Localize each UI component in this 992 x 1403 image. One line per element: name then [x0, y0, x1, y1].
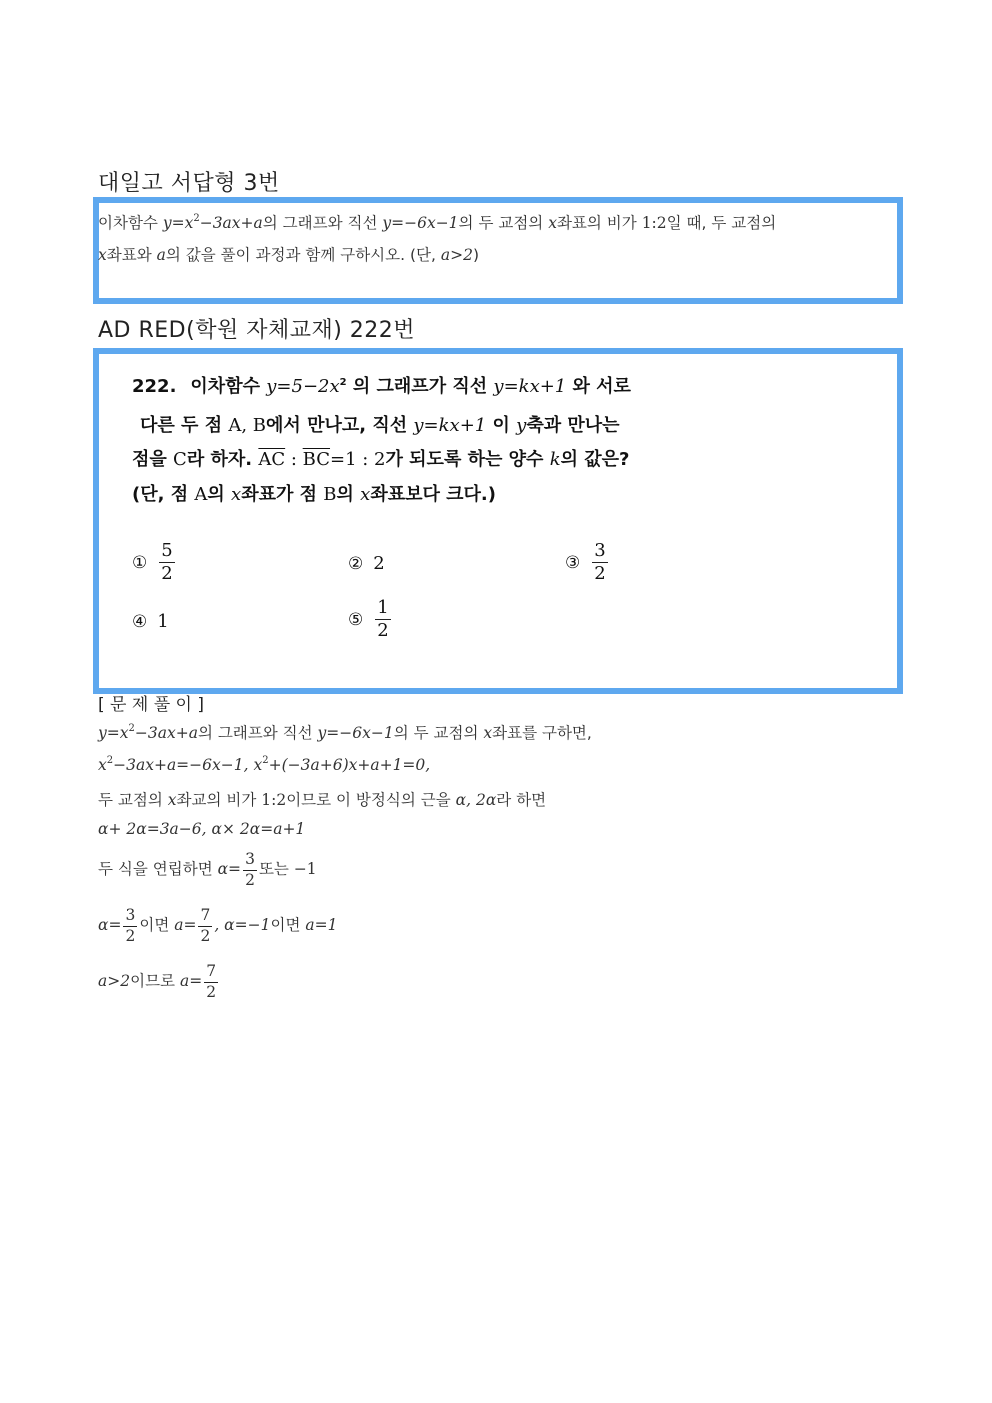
problem1-line1: 이차함수 $y=x^2-3ax+a$의 그래프와 직선 y=−6x−1의 두 교점의 x좌표의 비가 1:2일 때, 두 교점의 — [98, 213, 777, 232]
p2-l3-eq: =1 : 2 — [330, 449, 386, 470]
p2-l3e: 의 값은? — [560, 449, 630, 470]
choice-2[interactable] — [348, 553, 385, 574]
p2-l4c: 좌표가 점 — [241, 484, 324, 505]
p1-text-a: 이차함수 — [98, 214, 163, 232]
solution-line3: 두 교점의 x좌교의 비가 1:2이므로 이 방정식의 근을 α, 2α라 하면 — [98, 791, 547, 809]
p1-x2: x — [98, 246, 107, 264]
p1-text-d: 좌표의 비가 — [556, 214, 642, 232]
p1-eq1c: −3ax+a — [199, 214, 263, 232]
p2-l1b: 의 그래프가 직선 — [346, 376, 494, 397]
p2-l1a: 이차함수 — [190, 376, 267, 397]
solution-heading: [ 문 제 풀 이 ] — [98, 695, 204, 715]
problem-number: 222. — [132, 376, 177, 397]
p1-eq1a: y — [162, 214, 172, 232]
p2-l4-x2: x — [360, 484, 371, 505]
choice-4[interactable] — [132, 611, 169, 632]
problem2-line2 — [140, 411, 620, 437]
p2-l4-A: A — [194, 484, 208, 505]
p1-eq1b: =x — [171, 214, 194, 232]
solution-line5: 두 식을 연립하면 α= $\frac{3}{2}$ 또는 −1 — [98, 850, 317, 889]
problem2-line3 — [132, 445, 629, 471]
p2-l4-x: x — [231, 484, 242, 505]
p1-cond: a>2 — [440, 246, 473, 264]
p2-l2b: 에서 만나고, 직선 — [266, 415, 414, 436]
problem2-line4 — [132, 480, 496, 506]
p2-l3-k: k — [549, 449, 561, 470]
choice-mark-3: ③ — [565, 552, 581, 573]
choice-1[interactable]: ① $\frac{5}{2}$ — [132, 540, 173, 584]
p2-l3b: 라 하자. — [186, 449, 259, 470]
p1-text-e: 일 때, 두 교점의 — [666, 214, 777, 232]
p1-text-f: 좌표와 — [106, 246, 157, 264]
p2-l3-ac: $\overline{AC}$ — [258, 449, 286, 470]
solution-line1: $y=x^2-3ax+a$의 그래프와 직선 y=−6x−1의 두 교점의 x좌표를 구하면, — [98, 723, 592, 742]
p2-l4a: (단, 점 — [132, 484, 195, 505]
p2-l4b: 의 — [207, 484, 232, 505]
p2-l2-pts: A, B — [228, 415, 267, 436]
solution-line7: a>2이므로 a= $\frac{7}{2}$ — [98, 962, 217, 1001]
problem1-line2 — [98, 243, 479, 265]
p2-l3-c: C — [173, 449, 187, 470]
p2-l1c: 와 서로 — [566, 376, 631, 397]
choice-mark-4: ④ — [132, 612, 148, 632]
choice-mark-2: ② — [348, 554, 364, 574]
section1-heading: 대일고 서답형 3번 — [98, 171, 280, 196]
choice-5[interactable]: ⑤ $\frac{1}{2}$ — [348, 597, 389, 641]
choice-mark-1: ① — [132, 552, 148, 573]
solution-line2: $x^2-3ax+a=-6x-1$, $x^2+(-3a+6)x+a+1=0$, — [98, 755, 431, 774]
solution-line6: α= $\frac{3}{2}$ 이면 a= $\frac{7}{2}$ , α=−1이면 a=1 — [98, 906, 338, 945]
p2-l3-bc: $\overline{BC}$ — [302, 449, 331, 470]
p1-text-c: 의 두 교점의 — [458, 214, 549, 232]
solution-line4: α+ 2α=3a−6, α× 2α=a+1 — [98, 820, 306, 838]
p1-close: ) — [472, 246, 480, 264]
choice-value-2: 2 — [373, 553, 385, 574]
p2-l2-y: y — [516, 415, 527, 436]
p2-l4-B: B — [323, 484, 337, 505]
p1-text-g: 의 값을 풀이 과정과 함께 구하시오. (단, — [165, 246, 441, 264]
p2-l3d: 가 되도록 하는 양수 — [385, 449, 550, 470]
p2-l1-eq: y=5−2x — [266, 376, 340, 397]
p2-l2d: 축과 만나는 — [526, 415, 620, 436]
problem2-line1: 222. 이차함수 $y=5-2x^2$ 의 그래프가 직선 y=kx+1 와 서로 — [132, 376, 631, 397]
choice-3[interactable]: ③ $\frac{3}{2}$ — [565, 540, 606, 584]
p2-l4e: 좌표보다 크다.) — [370, 484, 496, 505]
p2-l2-eq: y=kx+1 — [413, 415, 487, 436]
p2-l2c: 이 — [486, 415, 517, 436]
p2-l4d: 의 — [336, 484, 361, 505]
p2-l2a: 다른 두 점 — [140, 415, 229, 436]
section2-heading: AD RED(학원 자체교재) 222번 — [98, 318, 416, 343]
p2-l1-eq2: y=kx+1 — [493, 376, 567, 397]
problem-box-2 — [93, 348, 903, 694]
p1-x: x — [548, 214, 557, 232]
p2-l3-colon: : — [285, 449, 303, 470]
p1-text-b: 의 그래프와 직선 — [262, 214, 383, 232]
p2-l3a: 점을 — [132, 449, 174, 470]
p1-eq2: y=−6x−1 — [382, 214, 459, 232]
choice-value-4: 1 — [157, 611, 169, 632]
p1-a: a — [156, 246, 166, 264]
p1-ratio: 1:2 — [641, 214, 667, 232]
choice-mark-5: ⑤ — [348, 609, 364, 630]
